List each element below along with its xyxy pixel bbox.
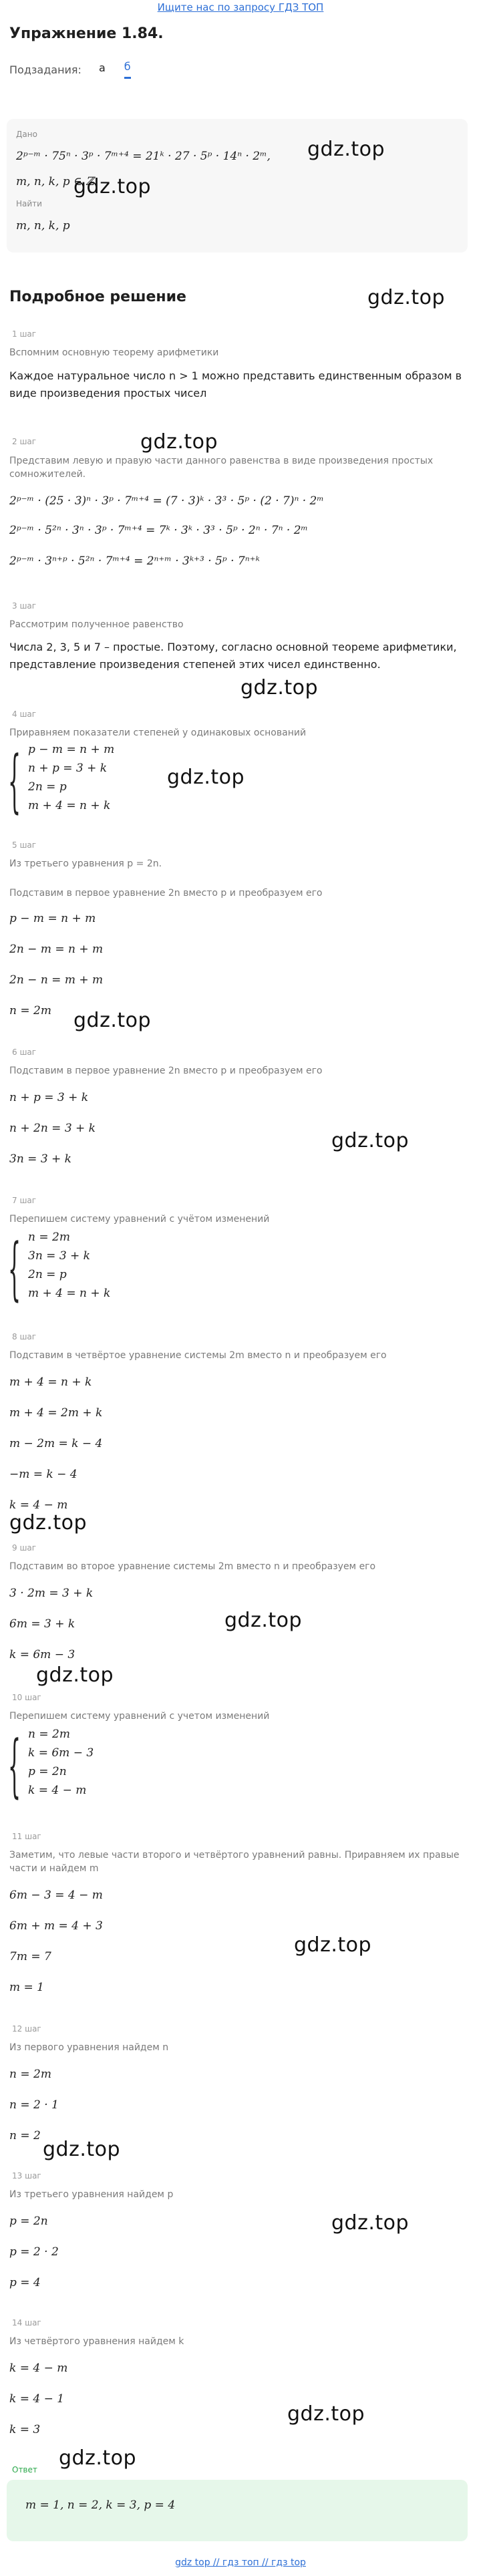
math-line: m + 4 = 2m + k — [9, 1406, 103, 1420]
step-caption: 3 шаг — [12, 601, 37, 611]
system-row: p − m = n + m — [28, 743, 115, 756]
tab-b[interactable]: б — [124, 60, 131, 79]
watermark: gdz.top — [331, 1129, 410, 1152]
system-row: k = 6m − 3 — [28, 1746, 94, 1760]
system-row: k = 4 − m — [28, 1784, 87, 1797]
given-caption: Дано — [16, 130, 37, 139]
watermark: gdz.top — [43, 2138, 121, 2161]
math-line: 2ᵖ⁻ᵐ · 5²ⁿ · 3ⁿ · 3ᵖ · 7ᵐ⁺⁴ = 7ᵏ · 3ᵏ · 3³ · 5ᵖ · 2ⁿ · 7ⁿ · 2ᵐ — [9, 524, 308, 537]
answer-caption: Ответ — [12, 2465, 37, 2474]
math-line: k = 6m − 3 — [9, 1648, 75, 1661]
watermark: gdz.top — [73, 175, 152, 198]
system-row: n = 2m — [28, 1231, 70, 1244]
system-brace: { — [8, 1231, 21, 1310]
step-note: Перепишем систему уравнений с учетом изменений — [9, 1711, 270, 1722]
math-line: 6m + m = 4 + 3 — [9, 1919, 103, 1933]
step-note: Приравняем показатели степеней у одинаковых оснований — [9, 728, 307, 738]
find-line: m, n, k, p — [16, 219, 70, 232]
math-line: p = 4 — [9, 2276, 41, 2289]
page-title: Упражнение 1.84. — [9, 25, 164, 42]
math-line: 3n = 3 + k — [9, 1152, 71, 1166]
watermark: gdz.top — [73, 1009, 152, 1032]
step-caption: 10 шаг — [12, 1693, 41, 1702]
watermark: gdz.top — [224, 1609, 303, 1632]
math-line: 6m = 3 + k — [9, 1617, 75, 1631]
math-line: 2ᵖ⁻ᵐ · (25 · 3)ⁿ · 3ᵖ · 7ᵐ⁺⁴ = (7 · 3)ᵏ · 3³ · 5ᵖ · (2 · 7)ⁿ · 2ᵐ — [9, 494, 324, 508]
math-line: n = 2m — [9, 1004, 51, 1017]
page-header — [0, 20, 481, 114]
find-caption: Найти — [16, 199, 42, 208]
step-caption: 13 шаг — [12, 2171, 41, 2181]
math-line: k = 4 − m — [9, 1498, 68, 1512]
step-note: Вспомним основную теорему арифметики — [9, 347, 219, 358]
math-line: m − 2m = k − 4 — [9, 1437, 103, 1450]
subtasks-label: Подзадания: — [9, 63, 82, 76]
math-line: 2ᵖ⁻ᵐ · 3ⁿ⁺ᵖ · 5²ⁿ · 7ᵐ⁺⁴ = 2ⁿ⁺ᵐ · 3ᵏ⁺³ · 5ᵖ · 7ⁿ⁺ᵏ — [9, 554, 260, 568]
math-line: m + 4 = n + k — [9, 1376, 92, 1389]
watermark: gdz.top — [140, 430, 218, 454]
step-note: Из третьего уравнения найдем p — [9, 2189, 174, 2200]
answer-box — [7, 2480, 468, 2541]
step-caption: 1 шаг — [12, 329, 37, 339]
step-caption: 2 шаг — [12, 437, 37, 446]
math-line: m = 1 — [9, 1981, 44, 1994]
math-line: k = 3 — [9, 2423, 41, 2436]
step-note: Подставим во второе уравнение системы 2m вместо n и преобразуем его — [9, 1561, 376, 1572]
step-caption: 7 шаг — [12, 1196, 37, 1205]
system-row: m + 4 = n + k — [28, 1287, 111, 1300]
system-row: m + 4 = n + k — [28, 799, 111, 812]
math-line: 2n − m = n + m — [9, 943, 104, 956]
math-line: p = 2 · 2 — [9, 2245, 59, 2259]
math-line: p − m = n + m — [9, 912, 96, 925]
math-line: n = 2m — [9, 2068, 51, 2081]
math-line: n = 2 — [9, 2129, 41, 2142]
step-caption: 12 шаг — [12, 2024, 41, 2034]
system-row: 3n = 3 + k — [28, 1249, 90, 1263]
watermark: gdz.top — [294, 1933, 372, 1957]
system-row: n + p = 3 + k — [28, 762, 108, 775]
system-row: 2n = p — [28, 1268, 67, 1281]
math-line: 6m − 3 = 4 − m — [9, 1889, 103, 1902]
math-line: n + 2n = 3 + k — [9, 1122, 96, 1135]
step-note: Подставим в четвёртое уравнение системы 2m вместо n и преобразуем его — [9, 1350, 387, 1361]
watermark: gdz.top — [367, 286, 446, 309]
step-note: Подставим в первое уравнение 2n вместо p и преобразуем его — [9, 888, 323, 899]
footer-links[interactable]: gdz top // гдз топ // гдз top — [175, 2557, 306, 2568]
math-line: n + p = 3 + k — [9, 1091, 89, 1104]
math-line: p = 2n — [9, 2215, 48, 2228]
answer-text: m = 1, n = 2, k = 3, p = 4 — [25, 2499, 176, 2512]
step-note: Заметим, что левые части второго и четвёртого уравнений равны. Приравняем их правые части и найдем m — [9, 1850, 460, 1874]
step-text: Числа 2, 3, 5 и 7 – простые. Поэтому, согласно основной теореме арифметики, представление произведения степеней этих чисел единственно. — [9, 641, 457, 671]
math-line: n = 2 · 1 — [9, 2098, 59, 2112]
math-line: 2n − n = m + m — [9, 973, 104, 987]
step-caption: 14 шаг — [12, 2318, 41, 2327]
step-caption: 8 шаг — [12, 1332, 37, 1341]
watermark: gdz.top — [307, 138, 385, 161]
step-note: Представим левую и правую части данного равенства в виде произведения простых сомножителей. — [9, 456, 434, 480]
step-note: Из четвёртого уравнения найдем k — [9, 2336, 184, 2347]
watermark: gdz.top — [9, 1511, 88, 1535]
watermark: gdz.top — [36, 1663, 114, 1687]
step-caption: 6 шаг — [12, 1048, 37, 1057]
step-note: Из первого уравнения найдем n — [9, 2042, 169, 2053]
math-line: k = 4 − m — [9, 2362, 68, 2375]
step-note: Подставим в первое уравнение 2n вместо p и преобразуем его — [9, 1066, 323, 1076]
step-caption: 9 шаг — [12, 1543, 37, 1553]
system-brace: { — [8, 1728, 21, 1807]
tab-a[interactable]: а — [98, 61, 106, 74]
watermark: gdz.top — [240, 676, 319, 699]
watermark: gdz.top — [331, 2211, 410, 2235]
step-note: Из третьего уравнения p = 2n. — [9, 858, 162, 869]
system-row: p = 2n — [28, 1765, 67, 1778]
given-domain: m, n, k, p ∈ ℤ — [16, 175, 94, 188]
step-caption: 11 шаг — [12, 1832, 41, 1841]
system-row: n = 2m — [28, 1728, 70, 1741]
step-note: Перепишем систему уравнений с учётом изменений — [9, 1214, 270, 1225]
system-brace: { — [8, 743, 21, 822]
solution-title: Подробное решение — [9, 289, 186, 305]
math-line: 7m = 7 — [9, 1950, 51, 1963]
math-line: k = 4 − 1 — [9, 2392, 65, 2406]
subtasks-bar — [9, 60, 150, 79]
step-note: Рассмотрим полученное равенство — [9, 619, 184, 630]
watermark: gdz.top — [287, 2402, 365, 2426]
step-text: Каждое натуральное число n > 1 можно представить единственным образом в виде произведения простых чисел — [9, 369, 462, 399]
step-caption: 4 шаг — [12, 709, 37, 719]
step-caption: 5 шаг — [12, 840, 37, 850]
watermark: gdz.top — [59, 2446, 137, 2470]
system-row: 2n = p — [28, 780, 67, 794]
given-equation: 2ᵖ⁻ᵐ · 75ⁿ · 3ᵖ · 7ᵐ⁺⁴ = 21ᵏ · 27 · 5ᵖ · 14ⁿ · 2ᵐ, — [16, 150, 271, 163]
math-line: −m = k − 4 — [9, 1468, 77, 1481]
top-search-link[interactable]: Ищите нас по запросу ГДЗ ТОП — [157, 1, 324, 13]
watermark: gdz.top — [167, 766, 245, 789]
math-line: 3 · 2m = 3 + k — [9, 1587, 94, 1600]
